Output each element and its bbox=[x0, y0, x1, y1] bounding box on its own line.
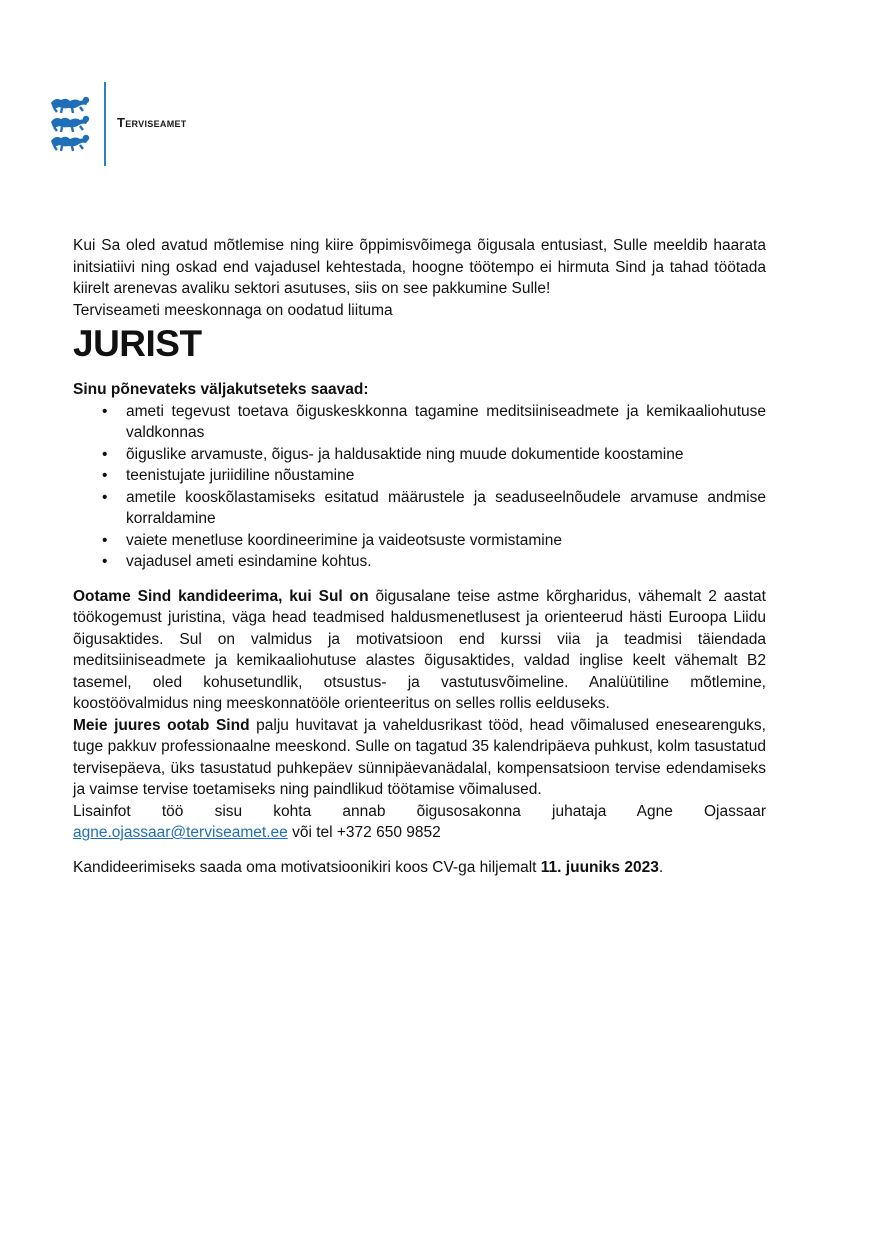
deadline-date: 11. juuniks 2023 bbox=[540, 858, 659, 876]
duty-text: vaiete menetluse koordineerimine ja vaideotsuste vormistamine bbox=[126, 531, 562, 549]
phone-text: või tel +372 650 9852 bbox=[287, 824, 441, 841]
offer-lead: Meie juures ootab Sind bbox=[73, 716, 250, 734]
contact-paragraph bbox=[73, 801, 766, 844]
bullet-icon: • bbox=[102, 488, 108, 506]
deadline-paragraph bbox=[73, 857, 766, 879]
intro-paragraph: Kui Sa oled avatud mõtlemise ning kiire õppimisvõimega õigusala entusiast, Sulle meeldib haarata initsiatiivi ning oskad end vajadusel kehtestada, hoogne töötempo ei hirmuta Sind ja tahad töötada kiirelt arenevas avaliku sektori asutuses, siis on see pakkumine Sulle! bbox=[73, 237, 766, 297]
offer-text: palju huvitavat ja vaheldusrikast tööd, head võimalused enesearenguks, tuge pakkuv professionaalne meeskond. Sulle on tagatud 35 kalendripäeva puhkust, kolm tasustatud tervisepäeva, üks tasustatud puhkepäev sünnipäevanädalal, kompensatsioon tervise edendamiseks ja vaimse tervise toetamiseks ning paindlikud töötamise võimalused. bbox=[73, 716, 766, 798]
email-link[interactable]: agne.ojassaar@terviseamet.ee bbox=[73, 824, 288, 841]
duty-text: ametile kooskõlastamiseks esitatud määrustele ja seaduseelnõudele arvamuse andmise korraldamine bbox=[126, 488, 766, 527]
list-item bbox=[73, 401, 766, 444]
list-item bbox=[73, 465, 766, 487]
duty-text: õiguslike arvamuste, õigus- ja haldusaktide ning muude dokumentide koostamine bbox=[126, 445, 684, 463]
list-item bbox=[73, 530, 766, 552]
requirements-paragraph bbox=[73, 586, 766, 715]
bullet-icon: • bbox=[102, 467, 108, 484]
bullet-icon: • bbox=[102, 553, 108, 570]
requirements-lead: Ootame Sind kandideerima, kui Sul on bbox=[73, 587, 369, 605]
bullet-icon: • bbox=[102, 531, 108, 549]
requirements-text: õigusalane teise astme kõrgharidus, vähemalt 2 aastat töökogemust juristina, väga head teadmised haldusmenetlusest ja orienteerud hästi Euroopa Liidu õigusaktides. Sul on valmidus ja motivatsioon end kurssi viia ja teadmisi täiendada meditsiiniseadmete ja kemikaaliohutuse alastes õigusaktides, valdad inglise keelt vähemalt B2 tasemel, oled kohusetundlik, otsustus- ja vastutusvõimeline. Analüütiline mõtlemine, koostöövalmidus ning meeskonnatööle orienteeritus on selles rollis eelduseks. bbox=[73, 587, 766, 712]
duties-list bbox=[73, 401, 766, 573]
logo bbox=[48, 82, 248, 166]
job-title: JURIST bbox=[73, 323, 202, 364]
duty-text: ameti tegevust toetava õiguskeskkonna tagamine meditsiiniseadmete ja kemikaaliohutuse valdkonnas bbox=[126, 402, 766, 441]
bullet-icon: • bbox=[102, 445, 108, 463]
duty-text: teenistujate juriidiline nõustamine bbox=[126, 467, 355, 484]
duties-heading: Sinu põnevateks väljakutseteks saavad: bbox=[73, 381, 369, 398]
bullet-icon: • bbox=[102, 402, 108, 420]
list-item bbox=[73, 551, 766, 573]
contact-line: Lisainfot töö sisu kohta annab õigusosakonna juhataja Agne Ojassaar bbox=[73, 802, 766, 820]
lead-line: Terviseameti meeskonnaga on oodatud liituma bbox=[73, 301, 393, 319]
duty-text: vajadusel ameti esindamine kohtus. bbox=[126, 553, 372, 570]
deadline-suffix: . bbox=[658, 858, 664, 876]
job-posting bbox=[73, 235, 766, 878]
logo-divider bbox=[104, 82, 106, 166]
list-item bbox=[73, 444, 766, 466]
organization-name: Terviseamet bbox=[117, 115, 187, 130]
offer-paragraph bbox=[73, 715, 766, 801]
coat-of-arms-three-lions-icon bbox=[48, 94, 92, 154]
contact-details bbox=[73, 822, 766, 844]
deadline-text: Kandideerimiseks saada oma motivatsioonikiri koos CV-ga hiljemalt bbox=[73, 858, 541, 876]
list-item bbox=[73, 487, 766, 530]
